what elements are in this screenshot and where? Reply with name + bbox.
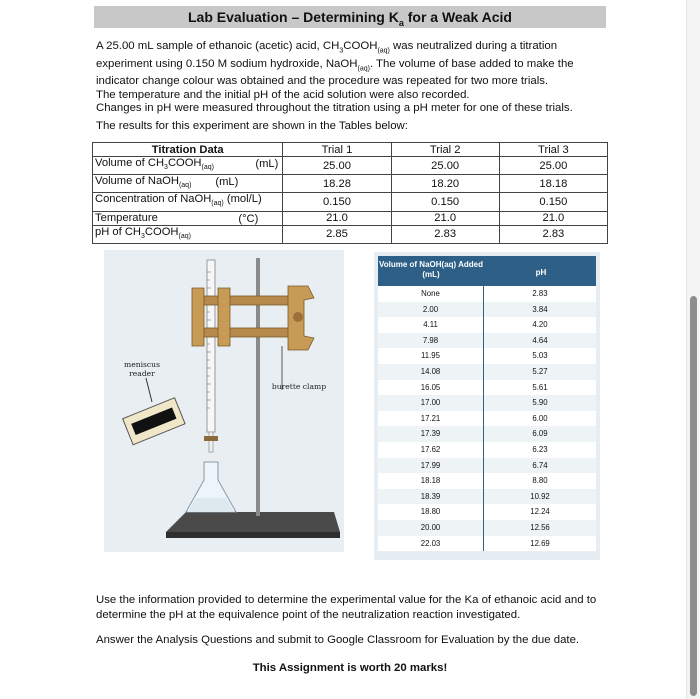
tables-intro: The results for this experiment are shown in the Tables below: [96,120,408,132]
stand-base-edge [166,532,340,538]
ph-cell: 6.09 [532,429,548,439]
flask-solution [188,498,234,512]
table-row [378,364,596,380]
ph-table-body [378,286,596,551]
ph-cell: 12.69 [530,538,550,548]
ph-cell: 5.90 [532,398,548,408]
table-row [378,520,596,536]
row-label: Temperature (°C) [93,211,283,225]
table-row [93,175,608,193]
volume-cell: 17.00 [378,395,484,411]
row-label: Concentration of NaOH$_{(aq)}$ (mol/L) [93,193,283,211]
intro-line: experiment using 0.150 M sodium hydroxide, NaOH$_{(aq)}$. The volume of base added to make the [96,57,574,72]
volume-cell: 7.98 [378,333,484,349]
trial-2-value: 0.150 [391,193,499,211]
volume-cell: 18.39 [378,489,484,505]
volume-cell: 22.03 [378,536,484,552]
table-row [93,193,608,211]
table-row [378,286,596,302]
table-row [378,536,596,552]
trial-1-value: 0.150 [283,193,391,211]
trial-3-value: 18.18 [499,175,607,193]
trial-1-value: 21.0 [283,211,391,225]
ph-cell: 12.24 [530,507,550,517]
table-row [378,473,596,489]
header-trial-2: Trial 2 [391,143,499,157]
table-row [93,211,608,225]
row-label: Volume of $CH_3COOH_{(aq)}$ (mL) [93,157,283,175]
intro-line: A 25.00 mL sample of ethanoic (acetic) acid, $CH_3COOH_{(aq)}$ was neutralized during a titration [96,40,558,55]
table-row [378,489,596,505]
scrollbar-track[interactable] [686,0,700,699]
trial-2-value: 18.20 [391,175,499,193]
ph-cell: 4.20 [532,320,548,330]
ph-data-panel [374,252,600,560]
burette-tip [209,432,213,452]
volume-cell: 2.00 [378,302,484,318]
row-label: pH of $CH_3COOH_{(aq)}$ [93,225,283,243]
volume-cell: 18.18 [378,473,484,489]
ph-column-header: pH [535,268,547,277]
header-trial-1: Trial 1 [283,143,391,157]
volume-cell: 17.39 [378,426,484,442]
trial-3-value: 0.150 [499,193,607,211]
ph-cell: 2.83 [532,289,548,298]
trial-2-value: 21.0 [391,211,499,225]
intro-line: indicator change colour was obtained and the procedure was repeated for two more trials. [96,75,549,88]
meniscus-reader-label: meniscus reader [124,360,160,378]
trial-3-value: 2.83 [499,225,607,243]
header-label: Titration Data [93,143,283,157]
intro-line: The temperature and the initial pH of the acid solution were also recorded. [96,88,470,101]
trial-1-value: 25.00 [283,157,391,175]
upper-clamp-arm [194,296,290,305]
table-header-row [93,143,608,157]
table-row [378,426,596,442]
volume-cell: 16.05 [378,380,484,396]
burette [207,260,215,432]
burette-clamp-jaw-right [218,288,230,346]
ph-cell: 5.03 [532,351,548,361]
intro-line: Changes in pH were measured throughout the titration using a pH meter for one of these trials. [96,102,573,115]
volume-cell: 17.62 [378,442,484,458]
ph-cell: 6.74 [532,460,548,470]
table-row [378,411,596,427]
clamp-screw [293,312,303,322]
intro-paragraph [96,40,606,116]
table-row [378,380,596,396]
instructions-text: Answer the Analysis Questions and submit to Google Classroom for Evaluation by the due date. [96,634,580,646]
titration-data-table [92,142,608,244]
table-row [378,458,596,474]
table-row [378,395,596,411]
volume-cell: 18.80 [378,504,484,520]
ph-table-header [378,256,596,286]
ph-cell: 5.61 [532,382,548,392]
header-trial-3: Trial 3 [499,143,607,157]
trial-1-value: 2.85 [283,225,391,243]
volume-cell: 14.08 [378,364,484,380]
volume-cell: 11.95 [378,348,484,364]
question-text: Use the information provided to determine the experimental value for the Ka of ethanoic acid and to determine the pH at the equivalence point of the neutralization reaction investigated. [96,594,597,621]
meniscus-pointer [146,378,152,402]
volume-cell: 17.21 [378,411,484,427]
trial-3-value: 21.0 [499,211,607,225]
ph-cell: 3.84 [532,304,548,314]
volume-cell: 17.99 [378,458,484,474]
titration-apparatus-illustration [104,250,344,552]
burette-clamp-jaw-left [192,288,204,346]
table-row [378,348,596,364]
meniscus-reader [123,398,185,445]
stopcock [204,436,218,441]
table-row [93,157,608,175]
ph-cell: 10.92 [530,491,550,501]
ph-cell: 4.64 [532,335,548,345]
trial-3-value: 25.00 [499,157,607,175]
trial-2-value: 2.83 [391,225,499,243]
lower-clamp-arm [194,328,290,337]
marks-note: This Assignment is worth 20 marks! [252,662,448,674]
volume-cell: None [378,286,484,302]
trial-2-value: 25.00 [391,157,499,175]
table-row [378,442,596,458]
scrollbar-thumb[interactable] [690,296,697,696]
ph-cell: 5.27 [532,366,548,376]
ph-cell: 8.80 [532,476,548,486]
stand-base [166,512,340,532]
ph-cell: 12.56 [530,522,550,532]
ph-cell: 6.00 [532,413,548,423]
burette-clamp-label: burette clamp [271,382,327,391]
volume-column-header: Volume of NaOH(aq) Added (mL) [379,260,483,279]
table-row [378,333,596,349]
volume-cell: 4.11 [378,317,484,333]
row-label: Volume of NaOH$_{(aq)}$ (mL) [93,175,283,193]
apparatus-drawing [104,250,344,552]
volume-cell: 20.00 [378,520,484,536]
table-row [93,225,608,243]
table-row [378,504,596,520]
trial-1-value: 18.28 [283,175,391,193]
table-row [378,302,596,318]
table-row [378,317,596,333]
page-title: Lab Evaluation – Determining $K_a$ for a Weak Acid [94,6,606,28]
ph-cell: 6.23 [532,444,548,454]
